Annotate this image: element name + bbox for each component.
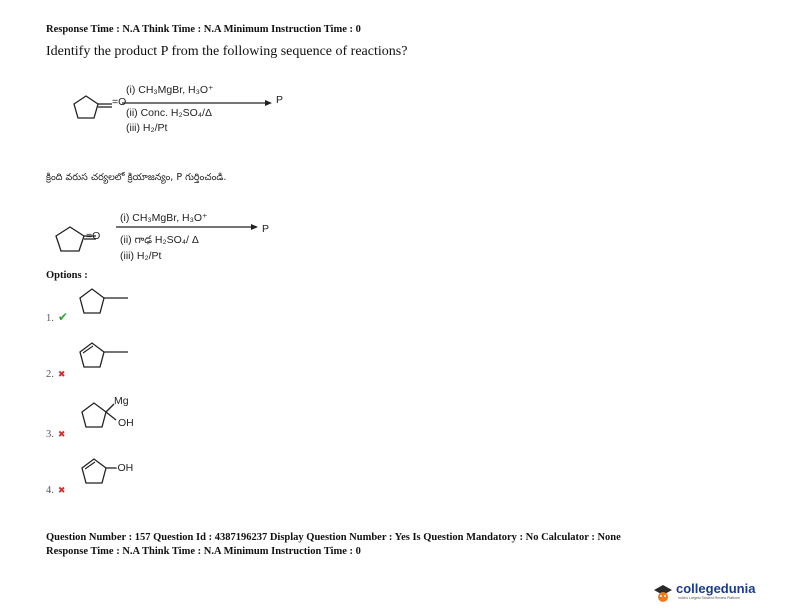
option-number: 2.: [46, 369, 54, 380]
methylcyclopentene-structure: [70, 338, 140, 378]
option-4[interactable]: [46, 480, 65, 498]
oxo-label: =O: [112, 96, 127, 108]
oh-label: OH: [118, 417, 134, 429]
question-text-telugu: క్రింది వరుస చర్యలలో క్రియాజన్యం, P గుర్తించండి.: [46, 172, 227, 183]
logo-tagline: India's Largest Student Review Platform: [678, 596, 741, 600]
reagent-step-1: (i) CH₃MgBr, H₃O⁺: [120, 212, 208, 224]
cyclopentenol-structure: [72, 454, 122, 494]
footer-timing: Response Time : N.A Think Time : N.A Minimum Instruction Time : 0: [46, 546, 361, 557]
reagent-step-2: (ii) గాఢ H₂SO₄/ Δ: [120, 234, 199, 246]
oxo-label: =O: [86, 230, 101, 242]
mg-label: Mg: [114, 395, 129, 407]
collegedunia-logo: [652, 580, 788, 608]
header-timing: Response Time : N.A Think Time : N.A Minimum Instruction Time : 0: [46, 24, 361, 35]
logo-name: collegedunia: [676, 581, 756, 596]
reagent-step-3: (iii) H₂/Pt: [120, 250, 162, 262]
question-info: Question Number : 157 Question Id : 4387196237 Display Question Number : Yes Is Question Mandatory : No Calculator : None: [46, 532, 621, 543]
methylcyclopentane-structure: [70, 284, 140, 324]
option-2[interactable]: [46, 364, 65, 382]
option-3[interactable]: [46, 424, 65, 442]
cross-icon: ✖: [57, 369, 66, 379]
reagent-step-2: (ii) Conc. H₂SO₄/Δ: [126, 107, 212, 119]
product-label: P: [262, 223, 270, 235]
graduate-logo-icon: [652, 582, 674, 604]
reagent-step-3: (iii) H₂/Pt: [126, 122, 168, 134]
option-number: 1.: [46, 313, 54, 324]
cross-icon: ✖: [57, 485, 66, 495]
check-icon: ✔: [57, 310, 68, 324]
option-1[interactable]: [46, 308, 68, 326]
option-number: 4.: [46, 485, 54, 496]
product-label: P: [276, 94, 284, 106]
options-label: Options :: [46, 270, 88, 281]
oh-label: -OH: [114, 462, 134, 474]
question-text: Identify the product P from the following sequence of reactions?: [46, 44, 408, 59]
cross-icon: ✖: [57, 429, 66, 439]
option-number: 3.: [46, 429, 54, 440]
reagent-step-1: (i) CH₃MgBr, H₃O⁺: [126, 84, 214, 96]
